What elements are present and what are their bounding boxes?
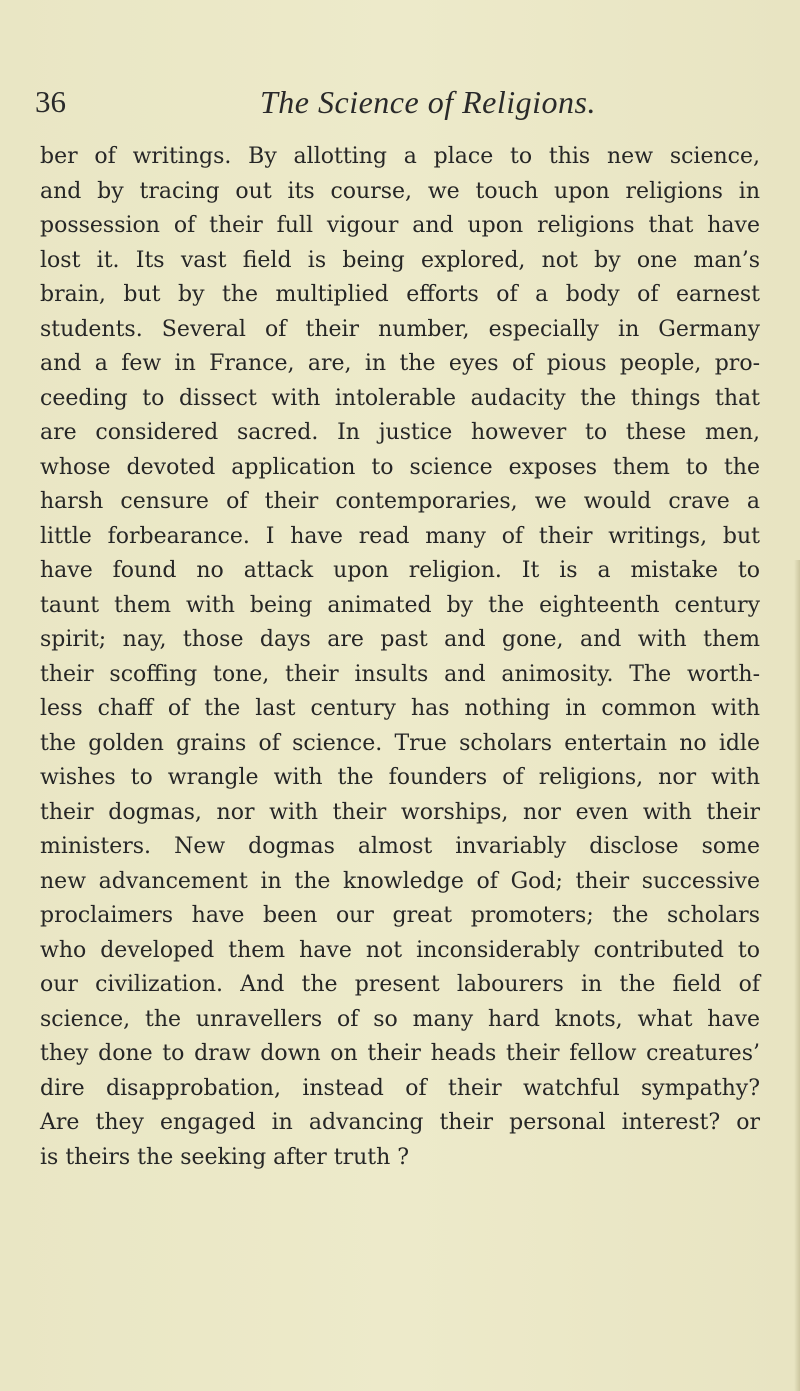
text-line: proclaimers have been our great promoters; the scholars (40, 903, 760, 928)
text-line: science, the unravellers of so many hard knots, what have (40, 1006, 760, 1032)
text-line: ber of writings. By allotting a place to this new science, (40, 144, 760, 169)
text-line: and a few in France, are, in the eyes of pious people, pro- (40, 351, 760, 376)
text-line: less chaff of the last century has nothing in common with (40, 696, 760, 721)
text-line: the golden grains of science. True scholars entertain no idle (40, 730, 760, 756)
text-line: and by tracing out its course, we touch upon religions in (40, 178, 760, 204)
text-line: have found no attack upon religion. It is a mistake to (40, 558, 760, 583)
text-line: dire disapprobation, instead of their watchful sympathy? (40, 1075, 760, 1101)
text-line: they done to draw down on their heads their fellow creatures’ (40, 1041, 760, 1066)
running-title: The Science of Religions. (260, 84, 596, 120)
text-line: their dogmas, nor with their worships, nor even with their (40, 799, 760, 825)
text-line: little forbearance. I have read many of their writings, but (40, 523, 760, 549)
text-line: lost it. Its vast field is being explored, not by one man’s (40, 247, 760, 273)
text-line: are considered sacred. In justice however to these men, (40, 420, 760, 445)
text-line: their scoffing tone, their insults and animosity. The worth- (40, 661, 760, 687)
text-line: harsh censure of their contemporaries, we would crave a (40, 489, 760, 514)
text-line: students. Several of their number, especially in Germany (40, 316, 760, 342)
text-line: Are they engaged in advancing their personal interest? or (40, 1110, 760, 1135)
text-line: who developed them have not inconsiderably contributed to (40, 937, 760, 963)
text-line: wishes to wrangle with the founders of religions, nor with (40, 765, 760, 790)
page-header (35, 84, 765, 124)
text-line: spirit; nay, those days are past and gone, and with them (40, 627, 760, 652)
text-line: our civilization. And the present labourers in the field of (40, 972, 760, 997)
text-line: brain, but by the multiplied efforts of a body of earnest (40, 282, 760, 307)
text-line: ceeding to dissect with intolerable audacity the things that (40, 385, 760, 411)
text-line: new advancement in the knowledge of God; their successive (40, 868, 760, 894)
page-number: 36 (35, 84, 66, 119)
text-line: whose devoted application to science exposes them to the (40, 454, 760, 480)
text-line: possession of their full vigour and upon religions that have (40, 213, 760, 238)
text-line: ministers. New dogmas almost invariably disclose some (40, 834, 760, 859)
page-edge-shadow (794, 560, 800, 1391)
text-line: taunt them with being animated by the eighteenth century (40, 592, 760, 618)
text-line: is theirs the seeking after truth ? (40, 1144, 410, 1170)
